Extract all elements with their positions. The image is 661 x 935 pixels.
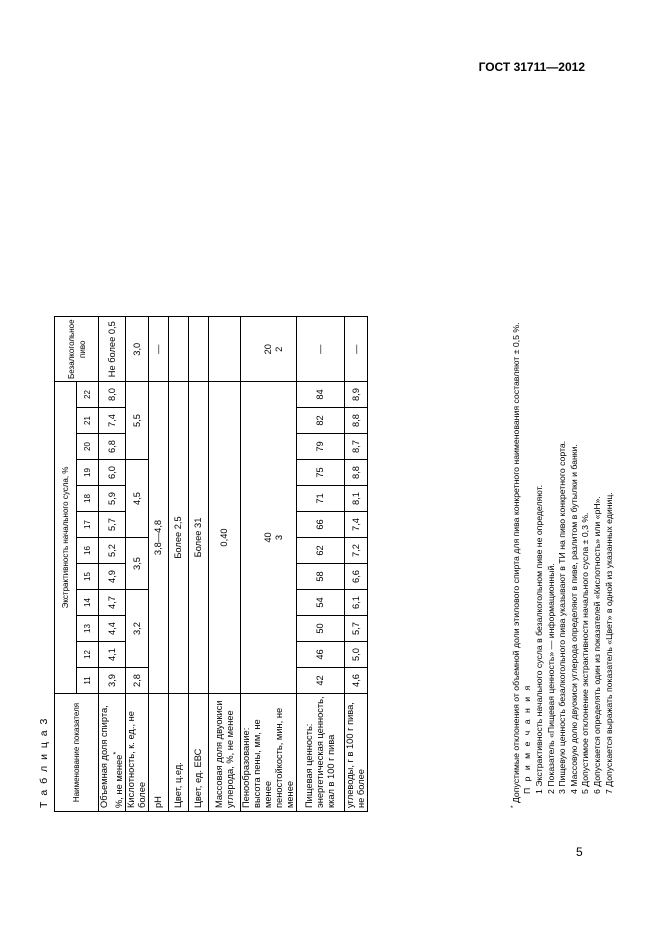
cell: 6,1 — [345, 590, 368, 616]
cell-nonalcoholic: Не более 0,5 — [99, 317, 126, 382]
cell: 8,7 — [345, 434, 368, 460]
footnote — [508, 48, 522, 808]
cell: 71 — [297, 486, 345, 512]
col-19: 19 — [77, 460, 99, 486]
cell: 3,2 — [126, 590, 149, 668]
row-name-alcohol: Объемная доля спирта, %, не менее — [99, 705, 125, 808]
cell: 3,8—4,8 — [149, 382, 169, 694]
cell-nonalcoholic — [241, 317, 297, 382]
table-notes — [508, 48, 615, 808]
row-name-acidity: Кислотность, к. ед., не более — [126, 694, 149, 812]
document-code: ГОСТ 31711—2012 — [478, 60, 585, 74]
row-name-ebc: Цвет, ед. ЕВС — [189, 694, 209, 812]
cell: 42 — [297, 668, 345, 694]
cell — [241, 382, 297, 694]
header-extract: Экстрактивность начального сусла, % — [55, 382, 77, 694]
rotated-table-area — [36, 34, 614, 812]
cell: Более 31 — [189, 382, 209, 694]
col-12: 12 — [77, 642, 99, 668]
cell: 8,9 — [345, 382, 368, 408]
col-22: 22 — [77, 382, 99, 408]
row-energy — [297, 317, 345, 812]
footnote-mark: * — [510, 805, 517, 808]
header-nonalcoholic: Безалкогольное пиво — [55, 317, 99, 382]
cell: 46 — [297, 642, 345, 668]
cell: 50 — [297, 616, 345, 642]
cell: 2,8 — [126, 668, 149, 694]
row-name-carbs: углеводы, г в 100 г пива, не более — [345, 694, 368, 812]
cell-nonalcoholic: — — [345, 317, 368, 382]
cell-nonalcoholic: — — [149, 317, 169, 382]
row-alcohol — [99, 317, 126, 812]
notes-title: П р и м е ч а н и я — [522, 683, 533, 794]
note-2: 2 Показатель «Пищевая ценность» — информационный. — [545, 563, 556, 794]
foam-height-value: 40 — [263, 532, 274, 543]
cell: 8,0 — [99, 382, 126, 408]
cell: 82 — [297, 408, 345, 434]
foam-height-label: высота пены, мм, не менее — [252, 719, 274, 808]
row-name-ph: pH — [149, 694, 169, 812]
row-name-energy — [297, 694, 345, 812]
note-6: 6 Допускается определять один из показателей «Кислотность» или «pH». — [592, 496, 603, 794]
cell: Более 2,5 — [169, 382, 189, 694]
cell: 75 — [297, 460, 345, 486]
cell: 6,0 — [99, 460, 126, 486]
col-18: 18 — [77, 486, 99, 512]
cell: 84 — [297, 382, 345, 408]
cell: 58 — [297, 564, 345, 590]
footnote-marker: * — [111, 751, 120, 755]
cell: 8,1 — [345, 486, 368, 512]
cell-nonalcoholic: — — [297, 317, 345, 382]
cell: 4,4 — [99, 616, 126, 642]
cell: 3,9 — [99, 668, 126, 694]
col-16: 16 — [77, 538, 99, 564]
cell: 4,5 — [126, 460, 149, 538]
row-name-foam — [241, 694, 297, 812]
note-4: 4 Массовую долю двуокиси углерода определяют в пиве, разлитом в бутылки и банки. — [568, 444, 579, 794]
col-14: 14 — [77, 590, 99, 616]
row-name-co2: Массовая доля двуокиси углерода, %, не менее — [209, 694, 241, 812]
col-11: 11 — [77, 668, 99, 694]
cell: 3,5 — [126, 538, 149, 590]
note-1: 1 Экстрактивность начального сусла в безалкогольном пиве не определяют. — [534, 484, 545, 794]
row-ebc — [189, 317, 209, 812]
col-20: 20 — [77, 434, 99, 460]
cell: 79 — [297, 434, 345, 460]
table-caption: Т а б л и ц а 3 — [38, 717, 50, 808]
cell: 6,6 — [345, 564, 368, 590]
col-21: 21 — [77, 408, 99, 434]
foam-title: Пенообразование: — [241, 727, 252, 808]
cell: 5,7 — [99, 512, 126, 538]
header-name: Наименование показателя — [55, 694, 99, 812]
cell: 5,9 — [99, 486, 126, 512]
col-17: 17 — [77, 512, 99, 538]
note-5: 5 Допустимое отклонение экстрактивности начального сусла ± 0,3 %. — [580, 512, 591, 794]
cell: 0,40 — [209, 382, 241, 694]
cell: 66 — [297, 512, 345, 538]
cell: 5,2 — [99, 538, 126, 564]
cell: 5,0 — [345, 642, 368, 668]
row-carbs — [345, 317, 368, 812]
note-3: 3 Пищевую ценность безалкогольного пива указывают в ТИ на пиво конкретного сорта. — [557, 440, 568, 794]
cell: 7,4 — [99, 408, 126, 434]
page-number: 5 — [576, 845, 583, 859]
note-7: 7 Допускается выражать показатель «Цвет» в одной из указанных единиц. — [603, 492, 614, 794]
cell: 62 — [297, 538, 345, 564]
table-3 — [54, 316, 368, 812]
cell: 4,7 — [99, 590, 126, 616]
cell: 4,6 — [345, 668, 368, 694]
foam-stability-nonalc: 2 — [274, 346, 285, 352]
row-acidity — [126, 317, 149, 812]
row-ph — [149, 317, 169, 812]
cell-nonalcoholic: 3,0 — [126, 317, 149, 382]
row-foam — [241, 317, 297, 812]
foam-stability-label: пеностойкость, мин, не менее — [274, 707, 296, 808]
cell-nonalcoholic — [189, 317, 209, 382]
footnote-text: Допустимые отклонения от объемной доли этилового спирта для пива конкретного наименования составляют ± 0,5 %. — [510, 322, 521, 804]
cell: 7,2 — [345, 538, 368, 564]
cell: 4,9 — [99, 564, 126, 590]
energy-title: Пищевая ценность: — [304, 723, 315, 808]
cell: 7,4 — [345, 512, 368, 538]
cell: 4,1 — [99, 642, 126, 668]
cell-nonalcoholic — [209, 317, 241, 382]
row-name-color: Цвет, ц.ед. — [169, 694, 189, 812]
cell: 5,7 — [345, 616, 368, 642]
col-15: 15 — [77, 564, 99, 590]
row-co2 — [209, 317, 241, 812]
energy-label: энергетическая ценность, ккал в 100 г пива — [315, 696, 337, 808]
row-color — [169, 317, 189, 812]
cell: 5,5 — [126, 382, 149, 460]
foam-height-nonalc: 20 — [263, 344, 274, 355]
cell: 6,8 — [99, 434, 126, 460]
cell: 54 — [297, 590, 345, 616]
cell-nonalcoholic — [169, 317, 189, 382]
foam-stability-value: 3 — [274, 534, 285, 541]
cell: 8,8 — [345, 408, 368, 434]
col-13: 13 — [77, 616, 99, 642]
cell: 8,8 — [345, 460, 368, 486]
